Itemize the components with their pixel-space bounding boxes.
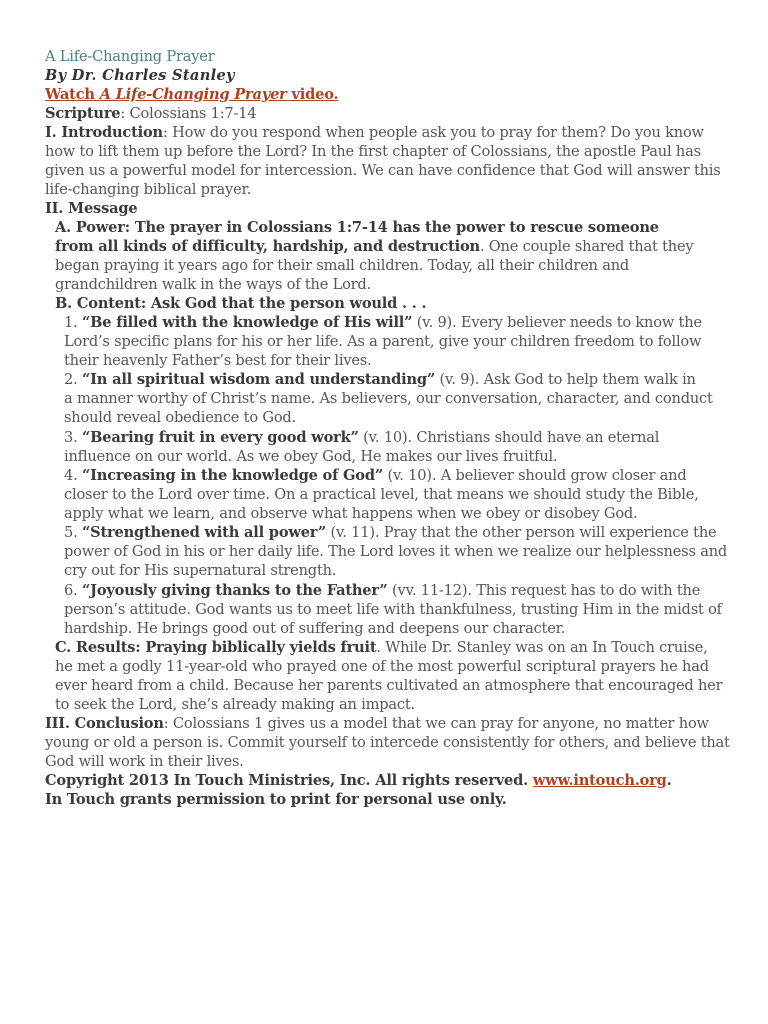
conclusion-line: young or old a person is. Commit yourself to intercede consistently for others, and believe that: [45, 734, 730, 751]
conclusion-line: III. Conclusion: Colossians 1 gives us a model that we can pray for anyone, no matter how: [45, 715, 709, 732]
intro-line: how to lift them up before the Lord? In the first chapter of Colossians, the apostle Paul has: [45, 143, 701, 160]
intouch-website-link[interactable]: www.intouch.org: [532, 772, 667, 789]
content-item-5: 5. “Strengthened with all power” (v. 11). Pray that the other person will experience the: [64, 524, 717, 541]
content-item-line: a manner worthy of Christ’s name. As believers, our conversation, character, and conduct: [64, 390, 713, 407]
scripture-ref: Colossians 1:7-14: [129, 105, 257, 122]
power-line: from all kinds of difficulty, hardship, and destruction. One couple shared that they: [55, 238, 694, 255]
conclusion-heading: III. Conclusion: [45, 715, 164, 732]
power-line: A. Power: The prayer in Colossians 1:7-14 has the power to rescue someone: [55, 219, 659, 236]
document-title: A Life-Changing Prayer: [45, 48, 215, 65]
power-line: grandchildren walk in the ways of the Lord.: [55, 276, 372, 293]
results-line: he met a godly 11-year-old who prayed one of the most powerful scriptural prayers he had: [55, 658, 709, 675]
message-heading: II. Message: [45, 200, 138, 217]
content-item-2: 2. “In all spiritual wisdom and understanding” (v. 9). Ask God to help them walk in: [64, 371, 696, 388]
copyright-line: Copyright 2013 In Touch Ministries, Inc. All rights reserved. www.intouch.org.: [45, 772, 672, 789]
content-item-line: hardship. He brings good out of suffering and deepens our character.: [64, 620, 566, 637]
content-item-line: Lord’s specific plans for his or her life. As a parent, give your children freedom to follow: [64, 333, 702, 350]
content-heading: B. Content: Ask God that the person would . . .: [55, 295, 427, 312]
content-item-line: closer to the Lord over time. On a practical level, that means we should study the Bible,: [64, 486, 699, 503]
watch-video-line: [45, 85, 338, 104]
content-item-line: should reveal obedience to God.: [64, 409, 296, 426]
content-item-1: 1. “Be filled with the knowledge of His will” (v. 9). Every believer needs to know the: [64, 314, 702, 331]
content-item-line: apply what we learn, and observe what happens when we obey or disobey God.: [64, 505, 638, 522]
intro-line: given us a powerful model for intercession. We can have confidence that God will answer this: [45, 162, 721, 179]
results-line: ever heard from a child. Because her parents cultivated an atmosphere that encouraged her: [55, 677, 723, 694]
power-line: began praying it years ago for their small children. Today, all their children and: [55, 257, 630, 274]
content-item-line: their heavenly Father’s best for their lives.: [64, 352, 372, 369]
results-line: C. Results: Praying biblically yields fruit. While Dr. Stanley was on an In Touch cruise,: [55, 639, 708, 656]
intro-line: life-changing biblical prayer.: [45, 181, 252, 198]
intro-heading: I. Introduction: [45, 124, 163, 141]
content-item-4: 4. “Increasing in the knowledge of God” (v. 10). A believer should grow closer and: [64, 467, 687, 484]
scripture-label: Scripture: [45, 105, 121, 122]
content-item-line: person’s attitude. God wants us to meet life with thankfulness, trusting Him in the midst of: [64, 601, 722, 618]
content-item-line: cry out for His supernatural strength.: [64, 562, 337, 579]
conclusion-line: God will work in their lives.: [45, 753, 244, 770]
scripture-line: Scripture: Colossians 1:7-14: [45, 105, 257, 122]
watch-video-link[interactable]: Watch A Life-Changing Prayer video.: [45, 86, 339, 103]
results-line: to seek the Lord, she’s already making an impact.: [55, 696, 415, 713]
intro-line: I. Introduction: How do you respond when people ask you to pray for them? Do you know: [45, 124, 704, 141]
content-item-3: 3. “Bearing fruit in every good work” (v. 10). Christians should have an eternal: [64, 429, 660, 446]
content-item-6: 6. “Joyously giving thanks to the Father” (vv. 11-12). This request has to do with the: [64, 582, 701, 599]
content-item-line: influence on our world. As we obey God, He makes our lives fruitful.: [64, 448, 558, 465]
byline: By Dr. Charles Stanley: [45, 67, 235, 84]
permission-line: In Touch grants permission to print for personal use only.: [45, 791, 507, 808]
content-item-line: power of God in his or her daily life. The Lord loves it when we realize our helplessness and: [64, 543, 728, 560]
